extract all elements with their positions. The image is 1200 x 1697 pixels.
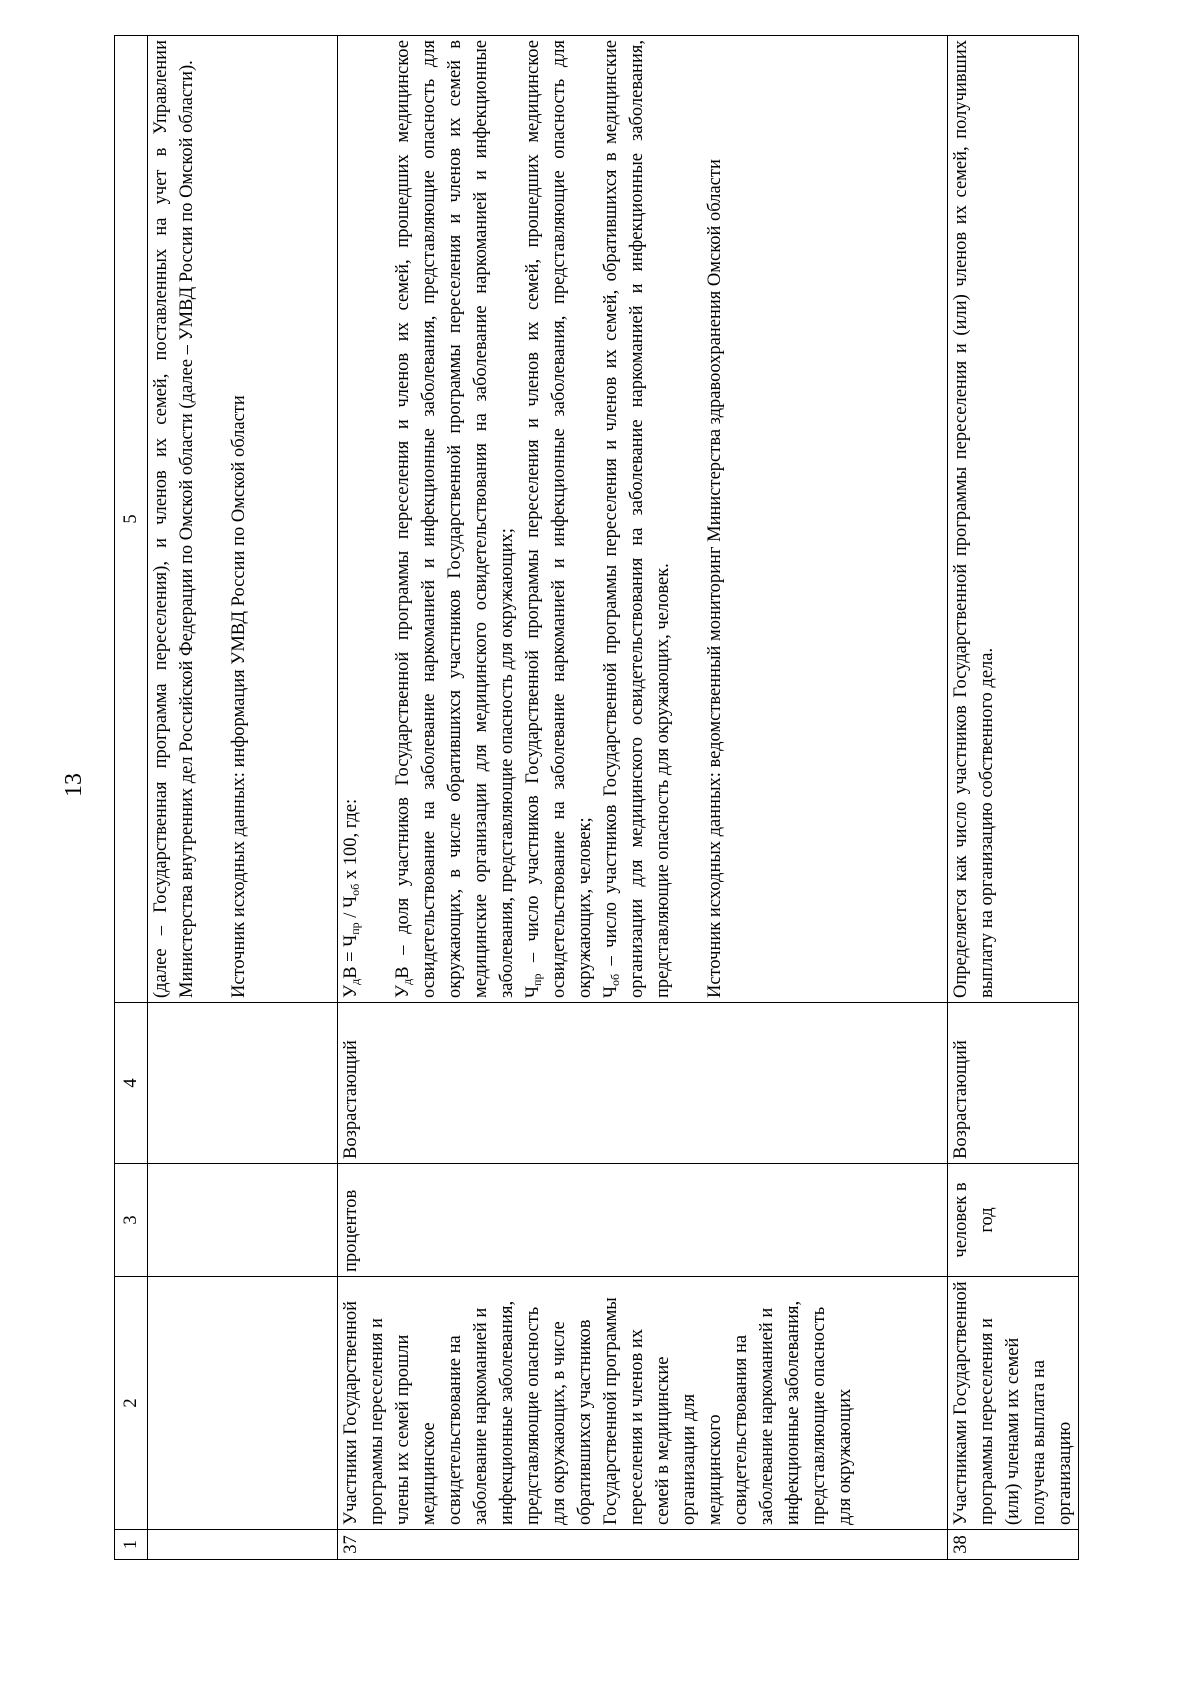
indicator-name: Участниками Государственной программы переселения и (или) членами их семей получена выплата на организацию — [948, 1277, 1079, 1530]
column-header-3: 3 — [115, 1164, 148, 1277]
indicator-name: Участники Государственной программы переселения и члены их семей прошли медицинское освидетельствование на заболевание наркоманией и инфекционные заболевания, представляющие опасность для окружающих, в числе обратившихся участников Государственной программы переселения и членов их семей в медицинские организации для медицинского освидетельствования на заболевание наркоманией и инфекционные заболевания, представляющие опасность для окружающих — [338, 1277, 948, 1530]
data-source: Источник исходных данных: информация УМВД России по Омской области — [229, 395, 249, 998]
column-header-1: 1 — [115, 1530, 148, 1560]
unit-of-measure: человек в год — [948, 1164, 1079, 1277]
trend: Возрастающий — [948, 1003, 1079, 1164]
indicators-table — [114, 35, 1079, 1560]
rotated-table-container — [114, 36, 1075, 1560]
calculation-description — [148, 36, 338, 1003]
column-header-4: 4 — [115, 1003, 148, 1164]
definition-passed: Чпр – число участников Государственной программы переселения и членов их семей, прошедших медицинское освидетельствование на заболевание наркоманией и инфекционные заболевания, представляющие опасность для окружающих, человек; — [523, 40, 595, 998]
definition-share: УдВ – доля участников Государственной программы переселения и членов их семей, прошедших медицинское освидетельствование на заболевание наркоманией и инфекционные заболевания, представляющие опасность для окружающих, в числе обратившихся участников Государственной программы переселения и членов их семей в медицинские организации для медицинского освидетельствования на заболевание наркоманией и инфекционные заболевания, представляющие опасность для окружающих; — [393, 40, 517, 998]
table-row — [338, 36, 948, 1560]
header-row — [115, 36, 148, 1560]
table-row — [948, 36, 1079, 1560]
indicator-name — [148, 1277, 338, 1530]
column-header-5: 5 — [115, 36, 148, 1003]
row-number: 37 — [338, 1530, 948, 1560]
definition-applied: Чоб – число участников Государственной программы переселения и членов их семей, обратившихся в медицинские организации для медицинского освидетельствования на заболевание наркоманией и инфекционные заболевания, представляющие опасность для окружающих, человек. — [601, 40, 673, 998]
table-row-continued — [148, 36, 338, 1560]
column-header-2: 2 — [115, 1277, 148, 1530]
unit-of-measure: процентов — [338, 1164, 948, 1277]
formula: УдВ = Чпр / Чоб x 100, где: — [341, 798, 362, 998]
calculation-description — [338, 36, 948, 1003]
description-text: (далее – Государственная программа переселения), и членов их семей, поставленных на учет в Управлении Министерства внутренних дел Российской Федерации по Омской области (далее – УМВД России по Омской области). — [151, 40, 197, 998]
trend — [148, 1003, 338, 1164]
data-source: Источник исходных данных: ведомственный мониторинг Министерства здравоохранения Омской области — [705, 159, 725, 998]
page-number: 13 — [61, 773, 87, 797]
calculation-description: Определяется как число участников Государственной программы переселения и (или) членов их семей, получивших выплату на организацию собственного дела. — [948, 36, 1079, 1003]
trend: Возрастающий — [338, 1003, 948, 1164]
row-number: 38 — [948, 1530, 1079, 1560]
unit-of-measure — [148, 1164, 338, 1277]
row-number — [148, 1530, 338, 1560]
